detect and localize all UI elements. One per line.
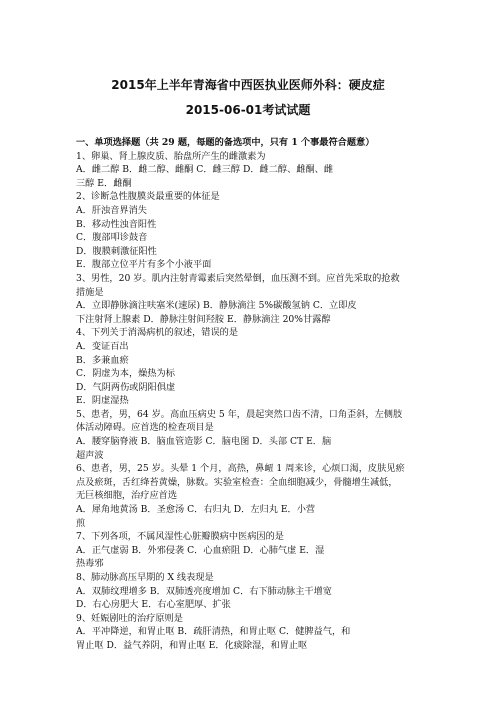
text-line: A．正气虚弱 B．外邪侵袭 C．心血瘀阻 D．心肺气虚 E．湿 <box>76 544 325 556</box>
text-line: 煎 <box>76 517 86 529</box>
text-line: D．气阴两伤或阴阳俱虚 <box>76 381 176 393</box>
text-line: A．犀角地黄汤 B．圣愈汤 C．右归丸 D．左归丸 E．小营 <box>76 504 316 516</box>
text-line: 下注射肾上腺素 D．静脉注射间羟胺 E．静脉滴注 20%甘露醇 <box>76 313 331 325</box>
text-line: A．腰穿脑脊液 B．脑血管造影 C．脑电图 D．头部 CT E．脑 <box>76 436 332 448</box>
text-line: 4、下列关于消渴病机的叙述，错误的是 <box>76 327 239 339</box>
text-line: 超声波 <box>76 449 104 461</box>
text-line: A．变证百出 <box>76 340 129 352</box>
text-line: 2、诊断急性腹膜炎最重要的体征是 <box>76 191 220 203</box>
text-line: C．腹部叩诊鼓音 <box>76 232 148 244</box>
text-line: 无巨核细胞，治疗应首选 <box>76 490 178 502</box>
text-line: A．立即静脉滴注呋塞米(速尿) B．静脉滴注 5%碳酸氢钠 C．立即皮 <box>76 300 357 312</box>
text-line: 点及瘀斑，舌红绛苔黄燥，脉数。实验室检查：全血细胞减少，骨髓增生减低， <box>76 476 398 488</box>
document-title: 2015年上半年青海省中西医执业医师外科：硬皮症 <box>111 78 385 92</box>
document-subtitle: 2015-06-01考试试题 <box>185 103 311 117</box>
text-line: 体活动障碍。应首选的检查项目是 <box>76 422 214 434</box>
text-line: B．多兼血瘀 <box>76 354 129 366</box>
text-line: A．平冲降逆，和胃止呕 B．疏肝清热，和胃止呕 C．健脾益气，和 <box>76 626 351 638</box>
text-line: 5、患者，男，64 岁。高血压病史 5 年，晨起突然口齿不清，口角歪斜，左侧肢 <box>76 408 403 420</box>
text-line: D．腹膜刺激征阳性 <box>76 245 157 257</box>
text-line: A．雌二醇 B．雌二醇、雌酮 C．雌三醇 D．雌二醇、雌酮、雌 <box>76 164 334 176</box>
text-line: 7、下列各项，不属风湿性心脏瓣膜病中医病因的是 <box>76 531 284 543</box>
text-line: 3、男性，20 岁。肌内注射青霉素后突然晕倒，血压测不到。应首先采取的抢救 <box>76 272 400 284</box>
text-line: A．肝浊音界消失 <box>76 204 147 216</box>
section-heading: 一、单项选择题（共 29 题，每题的备选项中，只有 1 个事最符合题意） <box>76 137 375 148</box>
text-line: E．腹部立位平片有多个小液平面 <box>76 259 212 271</box>
text-line: 1、卵巢、肾上腺皮质、胎盘所产生的雌激素为 <box>76 150 266 162</box>
question-list <box>76 136 424 653</box>
text-line: A．双肺纹理增多 B．双肺透亮度增加 C．右下肺动脉主干增宽 <box>76 585 332 597</box>
text-line: 胃止呕 D．益气养阴，和胃止呕 E．化痰除湿，和胃止呕 <box>76 639 308 651</box>
text-line: 热毒邪 <box>76 558 104 570</box>
text-line: 6、患者，男，25 岁。头晕 1 个月，高热，鼻衄 1 周来诊，心烦口渴，皮肤见瘀 <box>76 463 405 475</box>
text-line: 8、肺动脉高压早期的 X 线表现是 <box>76 572 214 583</box>
text-line: D．右心房肥大 E．右心室肥厚、扩张 <box>76 599 231 611</box>
text-line: 三醇 E．雌酮 <box>76 177 132 189</box>
text-line: 9、妊娠剧吐的治疗原则是 <box>76 612 183 624</box>
text-line: E．阴虚湿热 <box>76 395 129 407</box>
text-line: C．阴虚为本，燥热为标 <box>76 368 175 380</box>
text-line: B．移动性浊音阳性 <box>76 218 157 230</box>
text-line: 措施是 <box>76 286 104 298</box>
